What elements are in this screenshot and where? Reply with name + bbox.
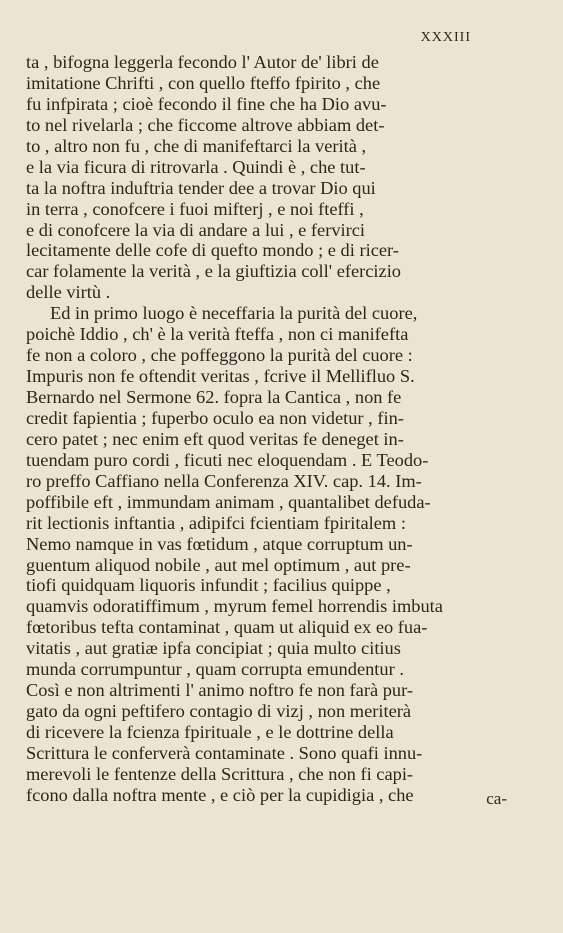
text-line: Impuris non fe oftendit veritas , fcrive il Mellifluo S. (26, 366, 415, 387)
text-line: Così e non altrimenti l' animo noftro fe non farà pur- (26, 680, 414, 701)
text-line: tuendam puro cordi , ficuti nec eloquendam . E Teodo- (26, 449, 429, 470)
text-line: delle virtù . (26, 282, 111, 303)
text-line: guentum aliquod nobile , aut mel optimum , aut pre- (26, 554, 411, 575)
text-line: poffibile eft , immundam animam , quantalibet defuda- (26, 491, 431, 512)
text-line: di ricevere la fcienza fpirituale , e le dottrine della (26, 722, 394, 742)
text-line: fe non a coloro , che poffeggono la purità del cuore : (26, 345, 413, 366)
text-line: car folamente la verità , e la giuftizia coll' efercizio (26, 261, 402, 282)
catchword: ca- (486, 789, 507, 808)
page-number: XXXIII (420, 30, 471, 45)
text-line: Nemo namque in vas fœtidum , atque corruptum un- (26, 533, 413, 554)
text-line: merevoli le fentenze della Scrittura , che non fi capi- (26, 763, 414, 784)
text-line: gato da ogni peftifero contagio di vizj , non meriterà (26, 701, 412, 722)
text-line: tiofi quidquam liquoris infundit ; facilius quippe , (26, 575, 391, 596)
text-line: to nel rivelarla ; che ficcome altrove abbiam det- (26, 114, 385, 135)
text-line: poichè Iddio , ch' è la verità fteffa , non ci manifefta (26, 324, 409, 345)
text-line: cero patet ; nec enim eft quod veritas fe deneget in- (26, 428, 404, 449)
text-line: Scrittura le conferverà contaminate . Sono quafi innu- (26, 742, 423, 763)
text-line: rit lectionis inftantia , adipifci fcientiam fpiritalem : (26, 512, 406, 533)
text-line: Ed in primo luogo è neceffaria la purità del cuore, (50, 303, 418, 324)
text-line: vitatis , aut gratiæ ipfa concipiat ; quia multo citius (26, 638, 401, 659)
text-line: lecitamente delle cofe di quefto mondo ; e di ricer- (26, 240, 399, 261)
text-line: e di conofcere la via di andare a lui , e fervirci (26, 219, 366, 240)
text-line: to , altro non fu , che di manifeftarci la verità , (26, 135, 367, 156)
body-text (26, 52, 492, 806)
text-line: credit fapientia ; fuperbo oculo ea non videtur , fin- (26, 407, 404, 428)
text-line: ta la noftra induftria tender dee a trovar Dio qui (26, 177, 376, 198)
text-line: Bernardo nel Sermone 62. fopra la Cantica , non fe (26, 387, 402, 407)
text-line: quamvis odoratiffimum , myrum femel horrendis imbuta (26, 596, 443, 617)
text-line: ta , bifogna leggerla fecondo l' Autor de' libri de (26, 52, 379, 72)
text-line: munda corrumpuntur , quam corrupta emundentur . (26, 659, 404, 680)
text-line: in terra , conofcere i fuoi mifterj , e noi fteffi , (26, 198, 364, 219)
text-line: fœtoribus tefta contaminat , quam ut aliquid ex eo fua- (26, 617, 428, 638)
text-line: fcono dalla noftra mente , e ciò per la cupidigia , che (26, 784, 414, 805)
text-line: fu infpirata ; cioè fecondo il fine che ha Dio avu- (26, 93, 387, 114)
text-line: ro preffo Caffiano nella Conferenza XIV. cap. 14. Im- (26, 470, 422, 491)
text-line: e la via ficura di ritrovarla . Quindi è , che tut- (26, 156, 366, 177)
text-line: imitatione Chrifti , con quello fteffo fpirito , che (26, 72, 381, 93)
